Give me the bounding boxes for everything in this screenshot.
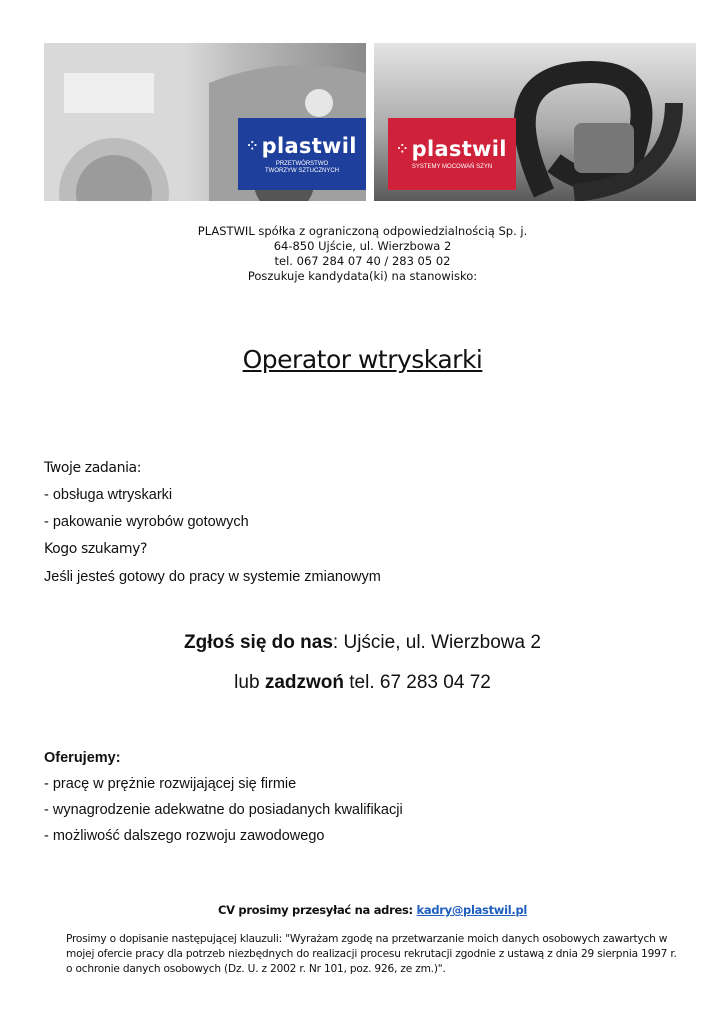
logo-word: plastwil	[261, 133, 357, 158]
call-line	[0, 672, 725, 694]
logo-word: plastwil	[411, 137, 507, 161]
offer-heading: Oferujemy:	[44, 750, 121, 766]
company-phone: tel. 067 284 07 40 / 283 05 02	[274, 254, 451, 268]
offer-item: - pracę w prężnie rozwijającej się firmie	[44, 776, 297, 792]
job-title: Operator wtryskarki	[242, 345, 483, 374]
offer-item: - możliwość dalszego rozwoju zawodowego	[44, 828, 325, 844]
logo-subtitle: SYSTEMY MOCOWAŃ SZYN	[411, 164, 493, 170]
cv-text: CV prosimy przesyłać na adres:	[217, 903, 417, 917]
call-bold: zadzwoń	[264, 672, 344, 693]
logo-subtitle: PRZETWÓRSTWO	[275, 160, 329, 167]
who-heading: Kogo szukamy?	[44, 541, 148, 557]
plastwil-logo-blue	[238, 118, 366, 190]
plastwil-logo-red	[388, 118, 516, 190]
email-link[interactable]: kadry@plastwil.pl	[416, 903, 528, 917]
logo-subtitle: TWORZYW SZTUCZNYCH	[265, 167, 339, 174]
apply-address: : Ujście, ul. Wierzbowa 2	[332, 632, 541, 653]
company-info	[0, 224, 725, 284]
who-text: Jeśli jesteś gotowy do pracy w systemie zmianowym	[44, 569, 381, 585]
logo-mark-icon: ⁘	[247, 138, 258, 153]
call-phone: tel. 67 283 04 72	[343, 672, 491, 693]
logo-mark-icon: ⁘	[397, 142, 408, 156]
company-address: 64-850 Ujście, ul. Wierzbowa 2	[273, 239, 452, 253]
tasks-heading: Twoje zadania:	[44, 460, 142, 476]
company-intro: Poszukuje kandydata(ki) na stanowisko:	[247, 269, 478, 283]
company-name: PLASTWIL spółka z ograniczoną odpowiedzialnością Sp. j.	[197, 224, 528, 238]
task-item: - pakowanie wyrobów gotowych	[44, 514, 249, 530]
apply-bold: Zgłoś się do nas	[184, 632, 333, 653]
cv-instructions	[0, 903, 725, 917]
offer-item: - wynagrodzenie adekwatne do posiadanych kwalifikacji	[44, 802, 403, 818]
call-prefix: lub	[234, 672, 265, 693]
consent-clause: Prosimy o dopisanie następującej klauzuli: "Wyrażam zgodę na przetwarzanie moich danych osobowych zawartych w mojej ofercie pracy dla potrzeb niezbędnych do realizacji procesu rekrutacji zgodnie z ustawą z dnia 29 sierpnia 1997 r. o ochronie danych osobowych (Dz. U. z 2002 r. Nr 101, poz. 926, ze zm.)".	[66, 933, 677, 975]
task-item: - obsługa wtryskarki	[44, 487, 173, 503]
header-banner	[44, 43, 696, 201]
apply-line	[0, 632, 725, 654]
